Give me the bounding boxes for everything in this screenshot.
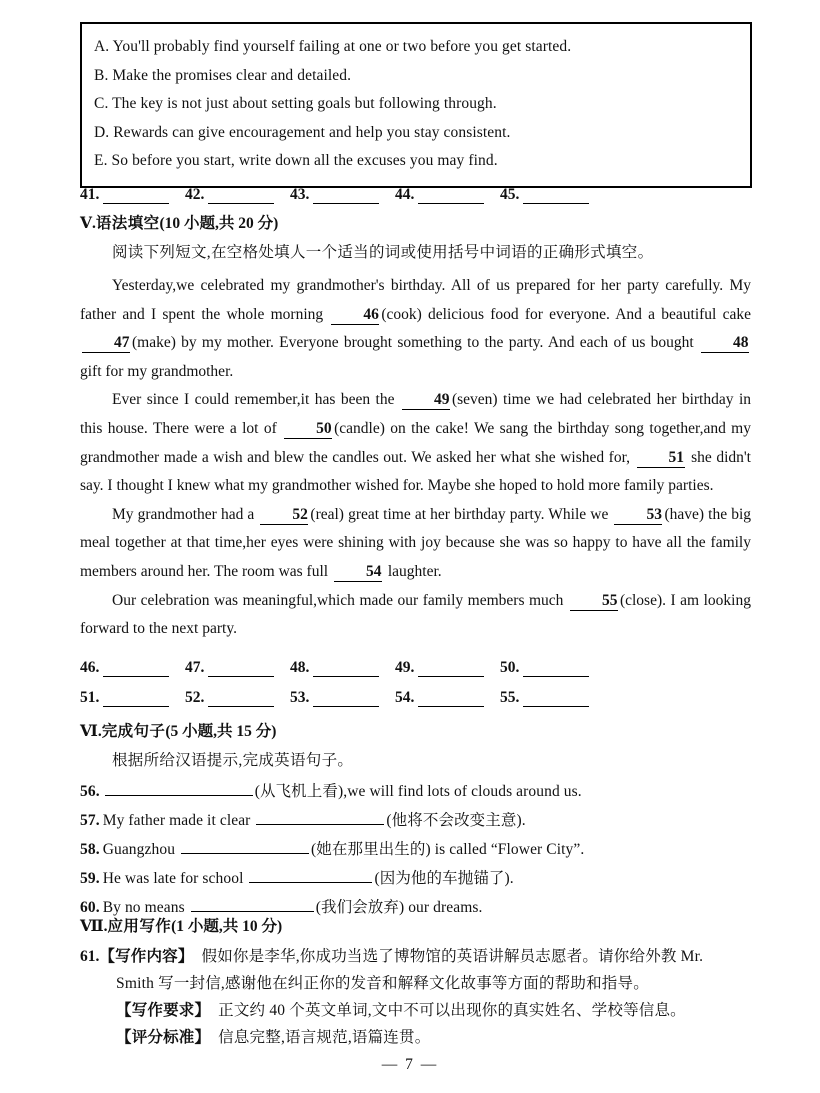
answer-slot-47[interactable]: 47.	[185, 659, 290, 677]
section-vi-title: 完成句子	[101, 723, 166, 740]
writing-block-text: 信息完整,语言规范,语篇连贯。	[202, 1029, 431, 1046]
answer-slot-41[interactable]: 41.	[80, 186, 185, 204]
sentence-chinese-hint: (从飞机上看)	[254, 783, 344, 800]
cloze-blank-50[interactable]: 50	[284, 420, 332, 439]
answer-rule[interactable]	[313, 663, 379, 677]
cloze-blank-55[interactable]: 55	[570, 592, 618, 611]
answer-slot-51[interactable]: 51.	[80, 689, 185, 707]
answer-slot-49[interactable]: 49.	[395, 659, 500, 677]
cloze-blank-51[interactable]: 51	[637, 449, 685, 468]
section-vii-title: 应用写作	[107, 918, 172, 935]
section-v-meta: (10 小题,共 20 分)	[159, 215, 279, 232]
writing-block-text-cont: Smith 写一封信,感谢他在纠正你的发音和解释文化故事等方面的帮助和指导。	[116, 975, 649, 992]
answer-slot-44[interactable]: 44.	[395, 186, 500, 204]
section-vii-roman: Ⅶ.	[80, 918, 108, 935]
answer-rule[interactable]	[418, 693, 484, 707]
sentence-answer-rule[interactable]	[181, 839, 309, 854]
answer-rule[interactable]	[313, 693, 379, 707]
passage-paragraph-1: Yesterday,we celebrated my grandmother's birthday. All of us prepared for her party carefully. My father and I spent the whole morning 46 (cook) delicious food for everyone. And a beautiful cake 47 (make) by my mother. Everyone brought something to the party. And each of us bought 48 gift for my grandmother.	[80, 277, 751, 380]
cloze-blank-46[interactable]: 46	[331, 306, 379, 325]
sentence-answer-rule[interactable]	[191, 897, 314, 912]
answer-row-46-50	[80, 659, 752, 677]
section-v-instruction: 阅读下列短文,在空格处填人一个适当的词或使用括号中词语的正确形式填空。	[112, 244, 654, 261]
sentence-number: 60.	[80, 899, 100, 916]
section-v-heading	[80, 211, 278, 233]
completion-sentence-58: 58. Guangzhou (她在那里出生的) is called “Flower City”.	[80, 841, 585, 858]
completion-sentence-60: 60. By no means (我们会放弃) our dreams.	[80, 899, 483, 916]
answer-rule[interactable]	[523, 190, 589, 204]
answer-rule[interactable]	[103, 190, 169, 204]
cloze-blank-54[interactable]: 54	[334, 563, 382, 582]
cloze-blank-52[interactable]: 52	[260, 506, 308, 525]
writing-block	[80, 943, 760, 970]
answer-slot-42[interactable]: 42.	[185, 186, 290, 204]
sentence-number: 56.	[80, 783, 100, 800]
cloze-blank-48[interactable]: 48	[701, 334, 749, 353]
writing-block-tag: 【评分标准】	[116, 1029, 203, 1046]
answer-rule[interactable]	[418, 663, 484, 677]
sentence-answer-rule[interactable]	[249, 868, 372, 883]
answer-slot-54[interactable]: 54.	[395, 689, 500, 707]
cloze-blank-53[interactable]: 53	[614, 506, 662, 525]
answer-rule[interactable]	[103, 663, 169, 677]
cloze-blank-49[interactable]: 49	[402, 391, 450, 410]
option-item-e: E. So before you start, write down all the excuses you may find.	[94, 152, 498, 169]
section-v-title: 语法填空	[95, 215, 160, 232]
writing-block-tag: 【写作内容】	[99, 948, 186, 965]
sentence-number: 59.	[80, 870, 100, 887]
section-v-roman: Ⅴ.	[80, 215, 96, 232]
sentence-chinese-hint: (因为他的车抛锚了)	[374, 870, 510, 887]
answer-row-41-45	[80, 186, 752, 204]
answer-rule[interactable]	[523, 663, 589, 677]
writing-block	[80, 997, 760, 1024]
answer-slot-53[interactable]: 53.	[290, 689, 395, 707]
completion-sentence-59: 59. He was late for school (因为他的车抛锚了).	[80, 870, 514, 887]
answer-rule[interactable]	[418, 190, 484, 204]
answer-rule[interactable]	[208, 693, 274, 707]
writing-block-text: 正文约 40 个英文单词,文中不可以出现你的真实姓名、学校等信息。	[202, 1002, 686, 1019]
option-item-b: B. Make the promises clear and detailed.	[94, 66, 352, 84]
sentence-number: 58.	[80, 841, 100, 858]
completion-sentence-57: 57. My father made it clear (他将不会改变主意).	[80, 812, 526, 829]
option-item-c: C. The key is not just about setting goals but following through.	[94, 95, 497, 112]
section-vi-meta: (5 小题,共 15 分)	[165, 723, 277, 740]
answer-slot-43[interactable]: 43.	[290, 186, 395, 204]
writing-block	[80, 1024, 760, 1051]
answer-slot-50[interactable]: 50.	[500, 659, 605, 677]
option-item-d: D. Rewards can give encouragement and help you stay consistent.	[94, 123, 511, 141]
options-box	[80, 22, 752, 188]
sentence-chinese-hint: (他将不会改变主意)	[386, 812, 522, 829]
answer-slot-48[interactable]: 48.	[290, 659, 395, 677]
passage-paragraph-3: My grandmother had a 52 (real) great time at her birthday party. While we 53 (have) the big meal together at that time,her eyes were shining with joy because she was so happy to have all the family members around her. The room was full 54 laughter.	[80, 505, 752, 580]
answer-rule[interactable]	[313, 190, 379, 204]
answer-rule[interactable]	[208, 190, 274, 204]
sentence-answer-rule[interactable]	[256, 810, 384, 825]
completion-sentence-56: 56. (从飞机上看),we will find lots of clouds around us.	[80, 783, 582, 800]
cloze-passage	[80, 272, 751, 644]
section-vi-instruction: 根据所给汉语提示,完成英语句子。	[112, 752, 354, 769]
answer-slot-52[interactable]: 52.	[185, 689, 290, 707]
writing-block-text: 假如你是李华,你成功当选了博物馆的英语讲解员志愿者。请你给外教 Mr.	[185, 948, 704, 965]
writing-block-tag: 【写作要求】	[116, 1002, 203, 1019]
section-vii-meta: (1 小题,共 10 分)	[171, 918, 283, 935]
sentence-chinese-hint: (我们会放弃)	[315, 899, 405, 916]
writing-task-number: 61.	[80, 948, 100, 965]
answer-rule[interactable]	[103, 693, 169, 707]
passage-paragraph-4: Our celebration was meaningful,which made our family members much 55 (close). I am looking forward to the next party.	[80, 591, 751, 638]
section-vii-heading	[80, 914, 282, 936]
section-vi-heading	[80, 719, 276, 741]
section-vi-roman: Ⅵ.	[80, 723, 102, 740]
answer-slot-45[interactable]: 45.	[500, 186, 605, 204]
page-footer: — 7 —	[381, 1056, 439, 1073]
passage-paragraph-2: Ever since I could remember,it has been the 49 (seven) time we had celebrated her birthday in this house. There were a lot of 50 (candle) on the cake! We sang the birthday song together,and my grandmother made a wish and blew the candles out. We asked her what she wished for, 51 she didn't say. I thought I knew what my grandmother wished for. Maybe she hoped to hold more family parties.	[80, 391, 751, 495]
sentence-chinese-hint: (她在那里出生的)	[311, 841, 431, 858]
cloze-blank-47[interactable]: 47	[82, 334, 130, 353]
writing-task	[80, 943, 760, 1051]
answer-rule[interactable]	[523, 693, 589, 707]
answer-row-51-55	[80, 689, 752, 707]
answer-slot-46[interactable]: 46.	[80, 659, 185, 677]
answer-slot-55[interactable]: 55.	[500, 689, 605, 707]
answer-rule[interactable]	[208, 663, 274, 677]
sentence-number: 57.	[80, 812, 100, 829]
sentence-answer-rule[interactable]	[105, 781, 253, 796]
option-item-a: A. You'll probably find yourself failing at one or two before you get started.	[94, 38, 572, 55]
